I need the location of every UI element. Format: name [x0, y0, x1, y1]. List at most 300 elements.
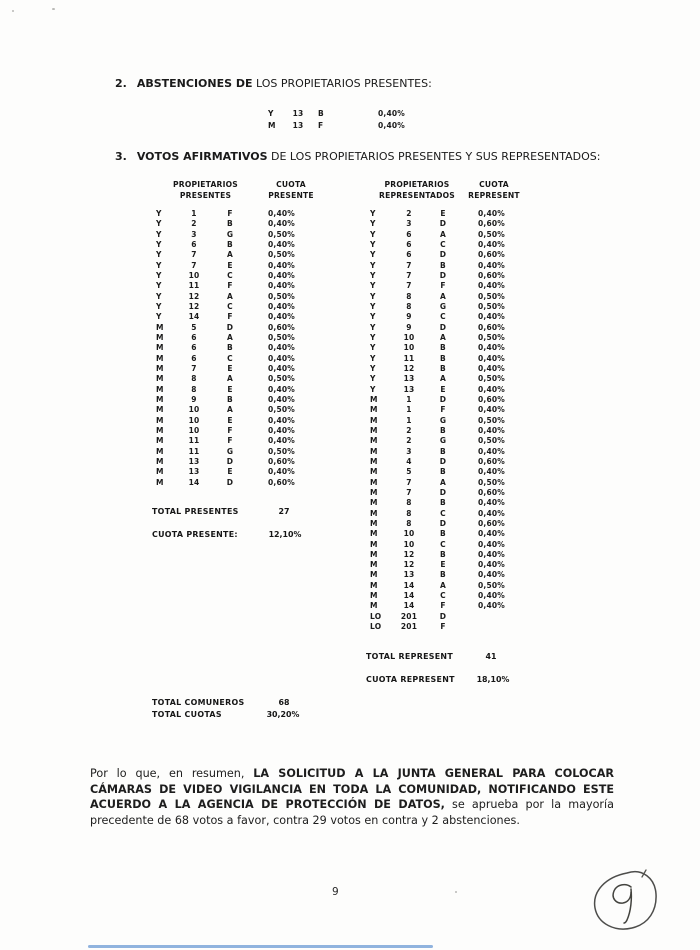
table-cell: 3	[406, 446, 412, 456]
table-row	[152, 292, 324, 302]
table-cell: F	[227, 312, 233, 322]
table-cell: M	[156, 446, 164, 456]
table-cell: 7	[191, 363, 197, 373]
table-row	[366, 426, 536, 436]
table-cell: A	[226, 332, 233, 342]
present-quota-value: 12,10%	[268, 530, 302, 539]
table-row	[366, 374, 536, 384]
table-cell: LO	[370, 611, 382, 621]
table-row	[366, 385, 536, 395]
table-row	[152, 230, 324, 240]
table-cell: 0,40%	[268, 281, 296, 291]
table-row	[366, 343, 536, 353]
table-cell: F	[440, 622, 446, 632]
table-row	[152, 457, 324, 467]
table-row	[152, 447, 324, 457]
table-cell: 201	[400, 611, 418, 621]
header-line: PROPIETARIOS	[173, 180, 238, 189]
table-cell: B	[440, 425, 446, 435]
section-2-title-bold: ABSTENCIONES DE	[136, 77, 253, 90]
scanner-artifact-line	[88, 945, 433, 948]
table-cell: Y	[156, 270, 162, 280]
table-cell: D	[439, 219, 447, 229]
total-present-value: 27	[278, 507, 290, 516]
table-cell: 0,50%	[478, 332, 506, 342]
table-cell: 0,40%	[478, 343, 506, 353]
table-cell: M	[156, 374, 164, 384]
table-cell: E	[227, 415, 233, 425]
table-cell: M	[268, 121, 276, 131]
table-cell: 0,40%	[268, 260, 296, 270]
table-cell: Y	[156, 209, 162, 218]
table-cell: 0,60%	[478, 322, 506, 332]
table-cell: 0,50%	[268, 374, 296, 384]
table-cell: M	[156, 415, 164, 425]
total-comuneros-value: 68	[278, 698, 290, 707]
table-cell: 8	[406, 518, 412, 528]
table-cell: A	[226, 250, 233, 260]
table-row	[366, 271, 536, 281]
total-represented-label: TOTAL REPRESENT	[366, 652, 454, 661]
table-cell: M	[370, 425, 378, 435]
table-cell: D	[439, 487, 447, 497]
table-cell: G	[226, 446, 234, 456]
table-cell: 0,50%	[478, 374, 506, 384]
table-cell: 8	[406, 508, 412, 518]
total-cuotas-label: TOTAL CUOTAS	[152, 710, 222, 719]
table-cell: 0,40%	[478, 498, 506, 508]
present-quota-label: CUOTA PRESENTE:	[152, 530, 238, 539]
table-row	[366, 364, 536, 374]
table-row	[366, 395, 536, 405]
table-cell: B	[440, 467, 446, 477]
table-cell: D	[439, 250, 447, 260]
table-cell: 0,40%	[478, 312, 506, 322]
table-row	[152, 219, 324, 229]
table-cell: 0,40%	[268, 301, 296, 311]
table-cell: 0,40%	[478, 281, 506, 291]
table-cell: 0,50%	[478, 477, 506, 487]
table-cell: 0,40%	[268, 270, 296, 280]
table-row	[366, 333, 536, 343]
table-cell: Y	[370, 384, 376, 394]
table-cell: 6	[406, 250, 412, 260]
table-cell: M	[156, 394, 164, 404]
table-cell: 8	[191, 374, 197, 384]
table-row	[152, 271, 324, 281]
table-cell: B	[440, 260, 446, 270]
table-row	[152, 209, 324, 219]
table-cell: B	[440, 446, 446, 456]
table-cell: M	[156, 436, 164, 446]
table-cell: G	[439, 415, 447, 425]
table-cell: B	[440, 498, 446, 508]
table-cell: 12	[403, 549, 415, 559]
table-cell: B	[440, 353, 446, 363]
table-row	[152, 426, 324, 436]
summary-tail: se aprueba por la mayoría precedente de 68 votos a favor, contra 29 votos en contra y 2 abstenciones.	[90, 798, 614, 828]
table-cell: Y	[370, 374, 376, 384]
table-cell: F	[227, 209, 233, 218]
table-cell: 0,40%	[478, 446, 506, 456]
table-cell: 10	[403, 539, 415, 549]
table-row	[152, 416, 324, 426]
section-3-title-regular: DE LOS PROPIETARIOS PRESENTES Y SUS REPRESENTADOS:	[267, 150, 601, 163]
table-cell: 0,50%	[478, 229, 506, 239]
table-row	[366, 416, 536, 426]
table-cell: M	[370, 539, 378, 549]
table-cell: A	[226, 291, 233, 301]
table-cell: F	[440, 405, 446, 415]
table-row	[152, 240, 324, 250]
table-cell: M	[156, 456, 164, 466]
table-cell: M	[156, 322, 164, 332]
header-line: REPRESENTADOS	[379, 190, 455, 200]
table-cell: 5	[406, 467, 412, 477]
table-cell: 0,40%	[268, 394, 296, 404]
table-cell: 1	[406, 405, 412, 415]
table-cell: 10	[403, 332, 415, 342]
table-row	[152, 374, 324, 384]
table-cell: M	[156, 405, 164, 415]
table-row	[366, 529, 536, 539]
table-cell: A	[439, 477, 446, 487]
table-cell: M	[370, 456, 378, 466]
table-cell: 0,50%	[268, 291, 296, 301]
table-cell: 0,50%	[478, 301, 506, 311]
table-cell: 0,40%	[478, 405, 506, 415]
table-row	[366, 612, 536, 622]
table-cell: 0,60%	[268, 477, 296, 487]
table-cell: 6	[191, 343, 197, 353]
table-cell: B	[440, 570, 446, 580]
table-cell: 0,60%	[478, 250, 506, 260]
table-row	[366, 601, 536, 611]
table-cell: 10	[403, 343, 415, 353]
header-line: PROPIETARIOS	[384, 180, 450, 189]
table-cell: F	[227, 436, 233, 446]
table-cell: 0,40%	[268, 415, 296, 425]
table-cell: Y	[156, 229, 162, 239]
table-cell: M	[156, 353, 164, 363]
table-cell: 7	[191, 250, 197, 260]
table-cell: 2	[406, 209, 412, 218]
header-line: CUOTA	[479, 180, 509, 189]
table-cell: 0,60%	[478, 487, 506, 497]
table-cell: 0,50%	[268, 405, 296, 415]
summary-lead: Por lo que, en resumen,	[90, 767, 254, 780]
table-cell: Y	[370, 322, 376, 332]
table-row	[152, 385, 324, 395]
table-cell: 0,40%	[478, 384, 506, 394]
table-cell: D	[439, 518, 447, 528]
table-row	[152, 395, 324, 405]
table-cell: 5	[191, 322, 197, 332]
table-cell: Y	[370, 363, 376, 373]
table-cell: 4	[406, 456, 412, 466]
table-cell: M	[370, 405, 378, 415]
table-row	[366, 219, 536, 229]
table-cell: E	[440, 560, 446, 570]
represented-quota-label: CUOTA REPRESENT	[366, 675, 455, 684]
table-cell: Y	[370, 209, 376, 218]
table-row	[366, 323, 536, 333]
table-row	[366, 467, 536, 477]
table-cell: Y	[370, 270, 376, 280]
scan-speck	[455, 891, 457, 893]
table-cell: 1	[406, 394, 412, 404]
table-row	[366, 622, 536, 632]
table-cell: 13	[188, 467, 200, 477]
table-cell: 0,40%	[268, 425, 296, 435]
table-cell: 12	[188, 291, 200, 301]
table-cell: 14	[403, 591, 415, 601]
table-cell: F	[227, 425, 233, 435]
table-cell: A	[439, 229, 446, 239]
table-row	[366, 488, 536, 498]
table-row	[366, 560, 536, 570]
table-cell: 13	[292, 121, 304, 131]
table-cell: 7	[191, 260, 197, 270]
table-cell: F	[318, 121, 324, 131]
table-cell: 0,40%	[478, 363, 506, 373]
table-cell: 2	[406, 425, 412, 435]
table-row	[152, 261, 324, 271]
table-cell: 0,60%	[478, 394, 506, 404]
table-cell: C	[440, 539, 446, 549]
table-cell: B	[227, 343, 233, 353]
table-cell: E	[440, 209, 446, 218]
table-cell: E	[227, 467, 233, 477]
table-row	[366, 292, 536, 302]
table-cell: M	[156, 363, 164, 373]
table-cell: B	[318, 109, 324, 118]
table-cell: Y	[370, 343, 376, 353]
table-cell: 6	[191, 239, 197, 249]
table-cell: Y	[370, 281, 376, 291]
total-cuotas-value: 30,20%	[266, 710, 300, 719]
table-cell: A	[439, 291, 446, 301]
table-cell: 0,40%	[268, 239, 296, 249]
table-cell: C	[227, 270, 233, 280]
table-cell: 7	[406, 477, 412, 487]
table-cell: 14	[188, 312, 200, 322]
total-comuneros-label: TOTAL COMUNEROS	[152, 698, 245, 707]
table-cell: 0,60%	[478, 518, 506, 528]
table-cell: M	[370, 508, 378, 518]
page-number: 9	[332, 886, 339, 898]
table-row	[366, 302, 536, 312]
table-cell: Y	[156, 312, 162, 322]
table-cell: 0,40%	[478, 539, 506, 549]
table-cell: 7	[406, 260, 412, 270]
table-cell: B	[227, 394, 233, 404]
table-cell: 0,40%	[478, 260, 506, 270]
table-cell: M	[370, 529, 378, 539]
table-row	[366, 478, 536, 488]
table-cell: D	[439, 611, 447, 621]
table-cell: Y	[370, 239, 376, 249]
table-cell: 0,60%	[268, 322, 296, 332]
table-cell: 8	[406, 291, 412, 301]
table-cell: 13	[188, 456, 200, 466]
table-cell: 0,40%	[268, 363, 296, 373]
table-cell: 0,60%	[478, 219, 506, 229]
table-row	[366, 591, 536, 601]
table-cell: M	[370, 394, 378, 404]
table-cell: 6	[191, 353, 197, 363]
table-row	[366, 519, 536, 529]
header-line: PRESENTE	[268, 190, 314, 200]
abstentions-table	[264, 109, 424, 134]
table-row	[152, 364, 324, 374]
table-cell: D	[226, 456, 234, 466]
table-cell: M	[156, 384, 164, 394]
table-cell: LO	[370, 622, 382, 632]
table-cell: E	[227, 384, 233, 394]
section-2-title-regular: LOS PROPIETARIOS PRESENTES:	[252, 77, 432, 90]
table-cell: Y	[156, 291, 162, 301]
section-2-number: 2.	[115, 77, 127, 90]
table-cell: M	[370, 487, 378, 497]
total-present-label: TOTAL PRESENTES	[152, 507, 239, 516]
table-cell: M	[370, 498, 378, 508]
table-cell: 1	[406, 415, 412, 425]
table-cell: Y	[156, 281, 162, 291]
table-row	[366, 498, 536, 508]
table-cell: M	[370, 446, 378, 456]
table-cell: Y	[370, 229, 376, 239]
table-cell: Y	[156, 301, 162, 311]
table-cell: 10	[403, 529, 415, 539]
table-cell: M	[370, 601, 378, 611]
table-cell: 13	[292, 109, 304, 118]
table-cell: 1	[191, 209, 197, 218]
table-cell: M	[156, 425, 164, 435]
handwritten-circled-page-number	[586, 864, 668, 940]
table-cell: 3	[191, 229, 197, 239]
table-cell: 12	[188, 301, 200, 311]
table-cell: Y	[156, 250, 162, 260]
header-line: PRESENTES	[179, 190, 232, 200]
table-cell: 0,40%	[268, 219, 296, 229]
table-row	[366, 581, 536, 591]
table-cell: 0,50%	[268, 229, 296, 239]
table-cell: 0,50%	[478, 580, 506, 590]
summary-paragraph	[90, 766, 614, 829]
table-row	[366, 447, 536, 457]
table-row	[152, 467, 324, 477]
table-cell: 14	[403, 601, 415, 611]
table-cell: 11	[188, 436, 200, 446]
table-cell: D	[226, 322, 234, 332]
table-cell: 0,40%	[268, 353, 296, 363]
table-cell: M	[370, 467, 378, 477]
table-cell: Y	[370, 301, 376, 311]
table-cell: B	[440, 529, 446, 539]
table-cell: B	[227, 239, 233, 249]
table-cell: 0,40%	[478, 353, 506, 363]
table-cell: M	[370, 518, 378, 528]
table-cell: A	[226, 374, 233, 384]
table-cell: 0,40%	[268, 343, 296, 353]
table-cell: 0,60%	[478, 270, 506, 280]
table-cell: A	[439, 332, 446, 342]
table-cell: G	[439, 301, 447, 311]
hand-drawn-circle	[595, 872, 656, 929]
table-cell: 8	[406, 498, 412, 508]
table-cell: Y	[156, 260, 162, 270]
table-cell: M	[156, 467, 164, 477]
table-cell: 0,40%	[478, 560, 506, 570]
table-cell: C	[440, 312, 446, 322]
table-cell: 6	[406, 229, 412, 239]
table-cell: 0,40%	[478, 467, 506, 477]
table-cell: C	[440, 591, 446, 601]
table-cell: 8	[191, 384, 197, 394]
table-cell: 6	[191, 332, 197, 342]
table-cell: 12	[403, 560, 415, 570]
table-cell: 0,50%	[478, 415, 506, 425]
table-cell: 0,40%	[478, 209, 506, 218]
table-cell: C	[440, 239, 446, 249]
table-row	[366, 230, 536, 240]
table-row	[366, 405, 536, 415]
table-cell: D	[439, 270, 447, 280]
table-cell: 0,40%	[478, 591, 506, 601]
table-cell: 0,40%	[478, 508, 506, 518]
table-cell: Y	[370, 353, 376, 363]
table-row	[152, 250, 324, 260]
table-row	[152, 354, 324, 364]
table-cell: F	[440, 601, 446, 611]
table-row	[264, 109, 424, 121]
table-cell: 0,50%	[478, 436, 506, 446]
table-row	[366, 261, 536, 271]
table-cell: 0,50%	[268, 446, 296, 456]
table-cell: M	[370, 570, 378, 580]
table-cell: 0,40%	[268, 384, 296, 394]
summary-bold: LA SOLICITUD A LA JUNTA GENERAL PARA COLOCAR CÁMARAS DE VIDEO VIGILANCIA EN TODA LA COMUNIDAD, NOTIFICANDO ESTE ACUERDO A LA AGENCIA DE PROTECCIÓN DE DATOS,	[90, 767, 614, 812]
table-row	[152, 302, 324, 312]
present-owners-table	[152, 209, 324, 488]
table-cell: 11	[188, 281, 200, 291]
table-cell: G	[226, 229, 234, 239]
table-cell: A	[439, 580, 446, 590]
table-cell: 0,40%	[478, 570, 506, 580]
table-cell: 7	[406, 487, 412, 497]
table-row	[264, 121, 424, 133]
table-cell: 7	[406, 270, 412, 280]
table-cell: 10	[188, 425, 200, 435]
section-2-heading	[115, 77, 432, 90]
table-cell: Y	[370, 219, 376, 229]
table-row	[366, 436, 536, 446]
section-3-heading	[115, 150, 600, 163]
scan-speck	[12, 10, 14, 12]
total-represented-value: 41	[485, 652, 497, 661]
table-cell: 14	[188, 477, 200, 487]
table-cell: E	[227, 260, 233, 270]
table-cell: E	[440, 384, 446, 394]
table-row	[152, 405, 324, 415]
present-owners-column-header	[158, 180, 253, 201]
table-row	[366, 209, 536, 219]
table-cell: 3	[406, 219, 412, 229]
table-cell: M	[370, 560, 378, 570]
present-quota-column-header	[254, 180, 328, 201]
table-row	[152, 343, 324, 353]
